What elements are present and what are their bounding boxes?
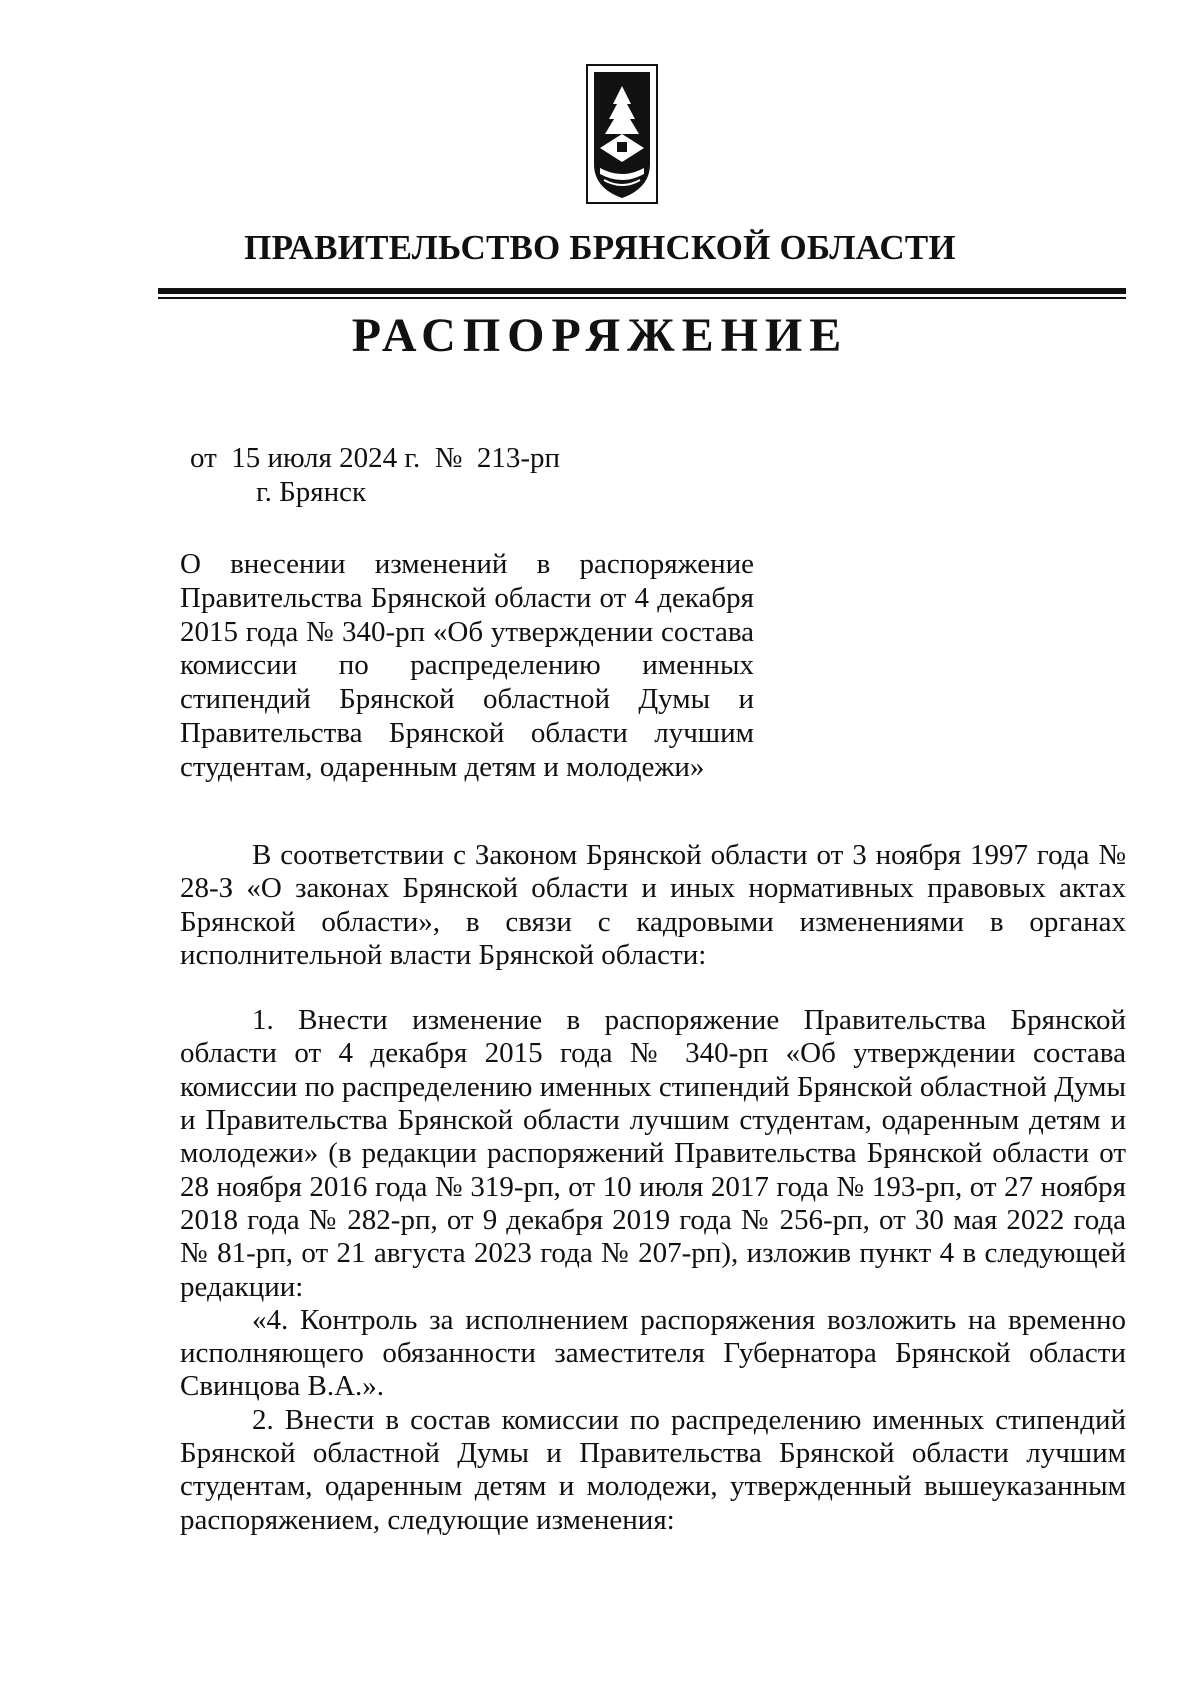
city-line: г. Брянск bbox=[256, 476, 367, 508]
header-divider-thick bbox=[158, 288, 1126, 294]
document-body bbox=[180, 839, 1126, 1537]
item-2-paragraph: 2. Внести в состав комиссии по распределению именных стипендий Брянской областной Думы и Правительства Брянской области лучшим студентам, одаренным детям и молодежи, утвержденный вышеуказанным распоряжением, следующие изменения: bbox=[180, 1403, 1126, 1536]
organization-title: ПРАВИТЕЛЬСТВО БРЯНСКОЙ ОБЛАСТИ bbox=[244, 228, 956, 267]
item-1-quote-paragraph: «4. Контроль за исполнением распоряжения возложить на временно исполняющего обязанности заместителя Губернатора Брянской области Свинцова В.А.». bbox=[180, 1303, 1126, 1403]
header-divider-thin bbox=[158, 297, 1126, 299]
preamble-paragraph: В соответствии с Законом Брянской области от 3 ноября 1997 года № 28-З «О законах Брянской области и иных нормативных правовых актах Брянской области», в связи с кадровыми изменениями в органах исполнительной власти Брянской области: bbox=[180, 839, 1126, 971]
coat-of-arms-icon bbox=[586, 64, 658, 204]
item-1-paragraph: 1. Внести изменение в распоряжение Правительства Брянской области от 4 декабря 2015 года № 340-рп «Об утверждении состава комиссии по распределению именных стипендий Брянской областной Думы и Правительства Брянской области лучшим студентам, одаренным детям и молодежи» (в редакции распоряжений Правительства Брянской области от 28 ноября 2016 года № 319-рп, от 10 июля 2017 года № 193-рп, от 27 ноября 2018 года № 282-рп, от 9 декабря 2019 года № 256-рп, от 30 мая 2022 года № 81-рп, от 21 августа 2023 года № 207-рп), изложив пункт 4 в следующей редакции: bbox=[180, 1004, 1126, 1303]
document-subject: О внесении изменений в распоряжение Правительства Брянской области от 4 декабря 2015 года № 340-рп «Об утверждении состава комиссии по распределению именных стипендий Брянской областной Думы и Правительства Брянской области лучшим студентам, одаренным детям и молодежи» bbox=[180, 548, 754, 783]
date-number-line: от 15 июля 2024 г. № 213-рп bbox=[190, 442, 561, 474]
document-type: РАСПОРЯЖЕНИЕ bbox=[351, 309, 849, 362]
